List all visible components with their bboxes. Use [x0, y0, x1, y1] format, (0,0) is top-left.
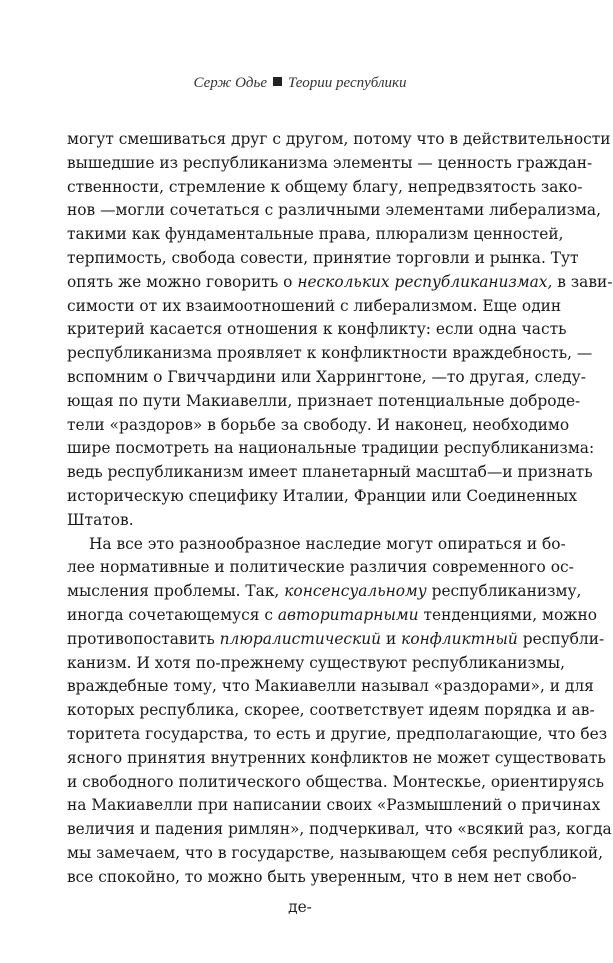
text-line: ясного принятия внутренних конфликтов не может существовать: [67, 748, 606, 767]
square-separator-icon: [273, 77, 282, 86]
text-line: на Макиавелли при написании своих «Размышлений о причинах: [67, 796, 601, 815]
text-line: критерий касается отношения к конфликту: если одна часть: [67, 320, 567, 339]
paragraph-2: [67, 533, 612, 890]
text-line: иногда сочетающемуся с авторитарными тенденциями, можно: [67, 605, 597, 624]
text-line: республиканизма проявляет к конфликтности враждебность, —: [67, 344, 593, 363]
text-line: которых республика, скорее, соответствует идеям порядка и ав-: [67, 701, 595, 720]
text-line: историческую специфику Италии, Франции или Соединенных: [67, 486, 578, 505]
text-run: опять же можно говорить о: [67, 272, 298, 291]
text-line: и свободного политического общества. Монтескье, ориентируясь: [67, 772, 605, 791]
italic-run: нескольких республиканизмах,: [297, 272, 553, 291]
text-line: торитета государства, то есть и другие, предполагающие, что без: [67, 724, 608, 743]
text-line: все спокойно, то можно быть уверенным, что в нем нет свобо-: [67, 867, 577, 886]
page-footer-continuation: де-: [288, 898, 312, 916]
text-run: в зави-: [552, 272, 613, 291]
text-line: [67, 271, 613, 295]
text-line: шире посмотреть на национальные традиции республиканизма:: [67, 439, 595, 458]
text-line: мы замечаем, что в государстве, называющем себя республикой,: [67, 843, 604, 862]
text-line: На все это разнообразное наследие могут опираться и бо-: [89, 534, 566, 553]
text-line: враждебные тому, что Макиавелли называл «раздорами», и для: [67, 677, 594, 696]
page-body: [67, 128, 613, 890]
running-header: [0, 75, 600, 92]
text-line: ющая по пути Макиавелли, признает потенциальные добродe-: [67, 391, 581, 410]
paragraph-1: [67, 128, 613, 533]
text-line: Штатов.: [67, 510, 134, 529]
text-line: мысления проблемы. Так, консенсуальному республиканизму,: [67, 582, 582, 601]
text-line: величия и падения римлян», подчеркивал, что «всякий раз, когда: [67, 820, 612, 839]
text-line: симости от их взаимоотношений с либерализмом. Еще один: [67, 296, 562, 315]
header-author: Серж Одье: [193, 75, 267, 91]
text-line: ведь республиканизм имеет планетарный масштаб—и признать: [67, 463, 593, 482]
text-line: могут смешиваться друг с другом, потому что в действительности: [67, 130, 611, 148]
text-line: такими как фундаментальные права, плюрализм ценностей,: [67, 225, 564, 244]
text-line: терпимость, свобода совести, принятие торговли и рынка. Тут: [67, 248, 579, 267]
text-line: ственности, стремление к общему благу, непредвзятость зако-: [67, 177, 583, 196]
text-line: вышедшие из республиканизма элементы — ценность граждан-: [67, 153, 593, 172]
text-line: вспомним о Гвиччардини или Харрингтоне, —то другая, следу-: [67, 367, 586, 386]
header-title: Теории республики: [287, 75, 407, 91]
text-line: лее нормативные и политические различия современного ос-: [67, 558, 574, 577]
text-line: противопоставить плюралистический и конфликтный республи-: [67, 629, 605, 648]
text-line: канизм. И хотя по-прежнему существуют республиканизмы,: [67, 653, 565, 672]
text-line: нов —могли сочетаться с различными элементами либерализма,: [67, 201, 602, 220]
text-line: тели «раздоров» в борьбе за свободу. И наконец, необходимо: [67, 415, 570, 434]
